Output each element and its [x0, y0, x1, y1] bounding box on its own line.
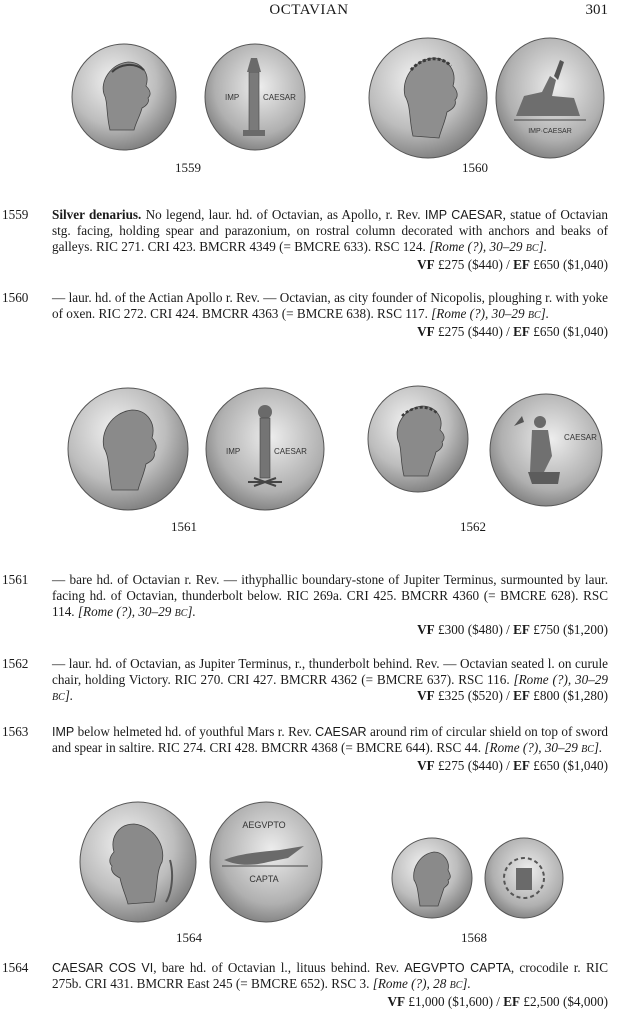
figure-label-1561: 1561 [171, 519, 197, 534]
entry-number: 1559 [2, 207, 29, 222]
entry-number: 1562 [2, 656, 29, 671]
price: VF £275 ($440) / EF £650 ($1,040) [417, 257, 608, 272]
entry-text: — laur. hd. of the Actian Apollo r. Rev. — Octavian, as city founder of Nicopolis, ploughing r. with yoke of oxen. RIC 272. CRI 424. BMCRR 4363 (= BMCRE 638). RSC 117. [Rome (?), 30–29 BC]. VF £275 ($440) / EF £650 ($1,040) [52, 290, 608, 339]
legend: IMP CAESAR [424, 208, 503, 222]
coin-1568-obverse [390, 836, 474, 920]
catalogue-entry-1561 [0, 572, 618, 642]
entry-number: 1560 [2, 290, 29, 305]
entry-text: IMP below helmeted hd. of youthful Mars r. Rev. CAESAR around rim of circular shield on top of sword and spear in saltire. RIC 274. CRI 428. BMCRR 4368 (= BMCRE 644). RSC 44. [Rome (?), 30–29 BC]. VF £275 ($440) / EF £650 ($1,040) [52, 724, 608, 773]
coin-1562-reverse [488, 392, 604, 508]
mint-date: [Rome (?), 30–29 BC]. [429, 239, 548, 254]
catalogue-entry-1563 [0, 724, 618, 774]
coin-1560-reverse [494, 36, 606, 160]
mint-date: [Rome (?), 30–29 BC]. [484, 740, 603, 755]
coin-1559-legend-left: IMP [225, 93, 240, 102]
entry-text: — bare hd. of Octavian r. Rev. — ithyphallic boundary-stone of Jupiter Terminus, surmounted by laur. facing hd. of Octavian, thunderbolt below. RIC 269a. CRI 425. BMCRR 4360 (= BMCRE 628). RSC 114. [Rome (?), 30–29 BC]. VF £300 ($480) / EF £750 ($1,200) [52, 572, 608, 637]
coin-1562-legend: CAESAR [564, 433, 597, 442]
mint-date: [Rome (?), 28 BC]. [372, 976, 471, 991]
catalogue-entry-1564 [0, 960, 618, 1010]
coin-1560-legend: IMP·CAESAR [528, 128, 572, 135]
coin-1562-obverse [366, 384, 470, 494]
figure-label-1564: 1564 [176, 930, 202, 945]
coin-1561-legend-left: IMP [226, 447, 241, 456]
coin-1564-reverse [208, 800, 324, 924]
entry-number: 1563 [2, 724, 29, 739]
coin-1560-obverse [367, 36, 489, 160]
entry-number: 1561 [2, 572, 29, 587]
coin-1559-obverse [70, 42, 178, 152]
page-number: 301 [585, 2, 608, 18]
coin-1564-legend-bottom: CAPTA [249, 874, 279, 884]
price: VF £1,000 ($1,600) / EF £2,500 ($4,000) [387, 994, 608, 1009]
figure-label-1562: 1562 [460, 519, 486, 534]
mint-date: [Rome (?), 30–29 BC]. [52, 672, 608, 703]
entry-text: CAESAR COS VI, bare hd. of Octavian l., lituus behind. Rev. AEGVPTO CAPTA, crocodile r. RIC 275b. CRI 431. BMCRR East 245 (= BMCRE 652). RSC 3. [Rome (?), 28 BC]. VF £1,000 ($1,600) / EF £2,500 ($4,000) [52, 960, 608, 1009]
figure-label-1559: 1559 [175, 160, 201, 175]
legend: CAESAR [315, 725, 367, 739]
coin-1561-legend-right: CAESAR [274, 447, 307, 456]
coin-1564-obverse [78, 800, 198, 924]
denomination: Silver denarius. [52, 207, 142, 222]
legend: AEGVPTO CAPTA [404, 961, 511, 975]
entry-text: — laur. hd. of Octavian, as Jupiter Terminus, r., thunderbolt behind. Rev. — Octavian seated l. on curule chair, holding Victory. RIC 270. CRI 427. BMCRR 4362 (= BMCRE 637). RSC 116. [Rome (?), 30–29 BC]. VF £325 ($520) / EF £800 ($1,280) [52, 656, 608, 703]
price: VF £275 ($440) / EF £650 ($1,040) [417, 758, 608, 773]
mint-date: [Rome (?), 30–29 BC]. [77, 604, 196, 619]
coin-1561-reverse [204, 386, 326, 512]
entry-number: 1564 [2, 960, 29, 975]
entry-text: Silver denarius. No legend, laur. hd. of Octavian, as Apollo, r. Rev. IMP CAESAR, statue of Octavian stg. facing, holding spear and parazonium, on rostral column decorated with anchors and beaks of galleys. RIC 271. CRI 423. BMCRR 4349 (= BMCRE 633). RSC 124. [Rome (?), 30–29 BC]. VF £275 ($440) / EF £650 ($1,040) [52, 207, 608, 272]
coin-1564-legend-top: AEGVPTO [242, 820, 286, 830]
running-header [0, 2, 618, 24]
price: VF £325 ($520) / EF £800 ($1,280) [417, 688, 608, 703]
page-title: OCTAVIAN [269, 2, 349, 18]
coin-1561-obverse [66, 386, 190, 512]
catalogue-entry-1559 [0, 207, 618, 273]
price: VF £300 ($480) / EF £750 ($1,200) [417, 622, 608, 637]
catalogue-entry-1562 [0, 656, 618, 706]
mint-date: [Rome (?), 30–29 BC]. [431, 306, 550, 321]
figure-label-1560: 1560 [462, 160, 488, 175]
price: VF £275 ($440) / EF £650 ($1,040) [417, 324, 608, 339]
coin-1559-reverse [203, 42, 307, 152]
legend: IMP [52, 725, 75, 739]
coin-1568-reverse [483, 836, 565, 920]
catalogue-entry-1560 [0, 290, 618, 340]
coin-1559-legend-right: CAESAR [263, 93, 296, 102]
figure-label-1568: 1568 [461, 930, 487, 945]
legend: CAESAR COS VI [52, 961, 154, 975]
